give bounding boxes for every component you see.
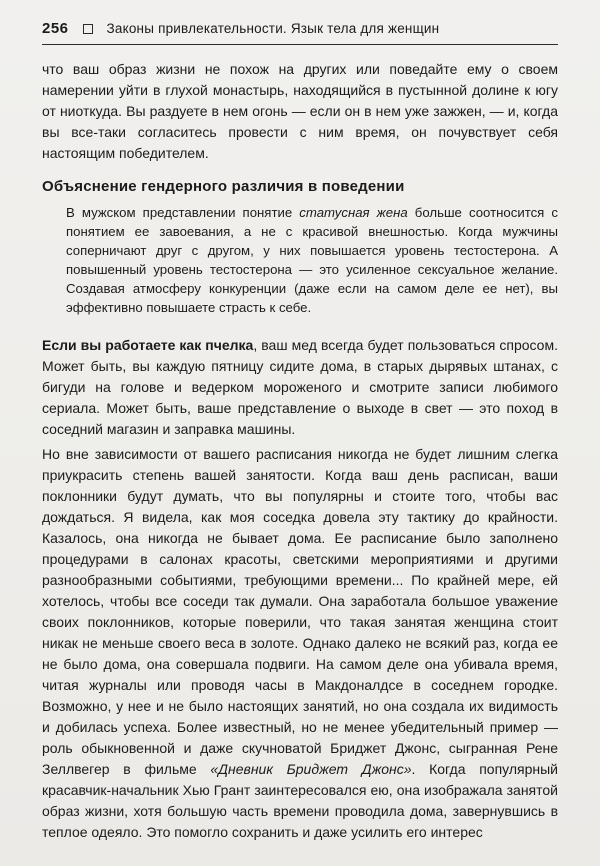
paragraph-bee-text: , ваш мед всегда будет пользоваться спросом. Может быть, вы каждую пятницу сидите дома, в старых дырявых штанах, с бигуди на голове и ведерком мороженого и смотрите записи любимого сериала. Может быть, ваше представление о выходе в свет — это поход в соседний магазин и заправка машины. xyxy=(42,337,558,437)
section-heading: Объяснение гендерного различия в поведении xyxy=(42,178,405,195)
page-number: 256 xyxy=(42,20,69,37)
note-text-part2: больше соотносится с понятием ее завоевания, а не с красивой внешностью. Когда мужчины соперничают друг с другом, у них повышается уровень тестостерона. А повышенный уровень тестостерона — это усиленное сексуальное желание. Создавая атмосферу конкуренции (даже если на самом деле ее нет), вы эффективно повышаете страсть к себе. xyxy=(66,205,559,315)
page-header xyxy=(42,20,558,45)
note-text-part1: В мужском представлении понятие xyxy=(66,205,300,220)
note-italic-term: статусная жена xyxy=(299,205,408,220)
paragraph-bee-lead: Если вы работаете как пчелка xyxy=(42,337,254,353)
paragraph-schedule-film-title: «Дневник Бриджет Джонс» xyxy=(210,761,412,777)
paragraph-schedule-part2: . Когда популярный красавчик-начальник Хью Грант заинтересовался ею, она изображала занятой образ жизни, хотя большую часть времени проводила дома, завернувшись в теплое одеяло. Это помогло сохранить и даже усилить его интерес xyxy=(42,761,559,840)
paragraph-intro xyxy=(42,59,558,164)
paragraph-intro-text: что ваш образ жизни не похож на других или поведайте ему о своем намерении уйти в глухой монастырь, находящийся в пустынной долине к югу от ниоткуда. Вы раздуете в нем огонь — если он в нем уже зажжен, — и, когда вы все-таки согласитесь провести с ним время, он почувствует себя настоящим победителем. xyxy=(42,61,558,161)
square-bullet-icon xyxy=(83,24,93,34)
paragraph-schedule-part1: Но вне зависимости от вашего расписания никогда не будет лишним слегка приукрасить степень вашей занятости. Когда ваш день расписан, ваши поклонники будут думать, что вы популярны и стоите того, чтобы вас дождаться. Я видела, как моя соседка довела эту тактику до крайности. Казалось, она никогда не бывает дома. Ее расписание было заполнено процедурами в салонах красоты, светскими мероприятиями и другими разнообразными событиями, требующими времени... По крайней мере, ей хотелось, чтобы все соседи так думали. Она заработала большое уважение своих поклонников, которые поверили, что такая занятая женщина стоит никак не меньше своего веса в золоте. Однако далеко не всякий раз, когда ее не было дома, она совершала подвиги. На самом деле она убивала время, читая журналы или проводя часы в Макдоналдсе в соседнем городке. Возможно, у нее и не было настоящих занятий, но она создала их видимость и добилась успеха. Более известный, но не менее убедительный пример — роль обыкновенной и даже скучноватой Бриджет Джонс, сыгранная Рене Зеллвегер в фильме xyxy=(42,446,558,777)
running-title: Законы привлекательности. Язык тела для женщин xyxy=(106,21,440,36)
paragraph-bee xyxy=(42,335,558,440)
paragraph-schedule xyxy=(42,444,558,843)
note-block xyxy=(66,203,558,317)
